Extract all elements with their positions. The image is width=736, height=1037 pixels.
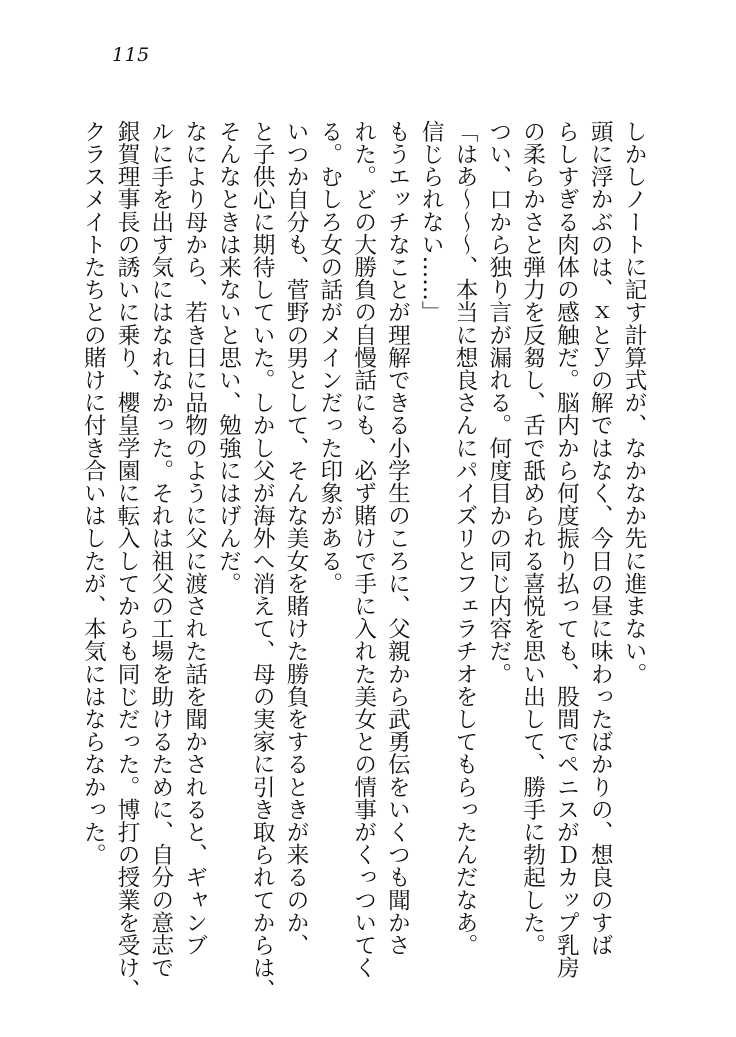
body-text xyxy=(80,120,650,1002)
text-line: もうエッチなことが理解できる小学生のころに、父親から武勇伝をいくつも聞かさ xyxy=(384,120,411,957)
text-line: る。むしろ女の話がメインだった印象がある。 xyxy=(316,120,343,595)
text-line: いつか自分も、菅野の男として、そんな美女を賭けた勝負をするときが来るのか、 xyxy=(283,120,310,957)
text-line: ルに手を出す気にはなれなかった。それは祖父の工場を助けるために、自分の意志で xyxy=(147,120,174,979)
text-line: しかしノートに記す計算式が、なかなか先に進まない。 xyxy=(621,120,647,685)
text-line: 頭に浮かぶのは、ｘとｙの解ではなく、今日の昼に味わったばかりの、想良のすば xyxy=(587,120,614,957)
text-line: クラスメイトたちとの賭けに付き合いはしたが、本気にはならなかった。 xyxy=(80,120,107,866)
text-line: の柔らかさと弾力を反芻し、舌で舐められる喜悦を思い出して、勝手に勃起した。 xyxy=(519,120,546,957)
text-line: つい、口から独り言が漏れる。何度目かの同じ内容だ。 xyxy=(485,120,512,685)
text-line: と子供心に期待していた。しかし父が海外へ消えて、母の実家に引き取られてからは、 xyxy=(249,120,276,1002)
text-line: 「はあ〜〜〜、本当に想良さんにパイズリとフェラチオをしてもらったんだなあ。 xyxy=(452,120,479,957)
page-number: 115 xyxy=(112,44,150,66)
text-line: なにより母から、若き日に品物のように父に渡された話を聞かされると、ギャンブ xyxy=(181,120,208,957)
text-line: そんなときは来ないと思い、勉強にはげんだ。 xyxy=(215,120,242,595)
text-line: 銀賀理事長の誘いに乗り、櫻皇学園に転入してからも同じだった。博打の授業を受け、 xyxy=(114,120,141,1002)
text-line: 信じられない……」 xyxy=(418,120,445,324)
text-line: らしすぎる肉体の感触だ。脳内から何度振り払っても、股間でペニスがＤカップ乳房 xyxy=(553,120,580,979)
text-line: れた。どの大勝負の自慢話にも、必ず賭けで手に入れた美女との情事がくっついてく xyxy=(350,120,377,979)
